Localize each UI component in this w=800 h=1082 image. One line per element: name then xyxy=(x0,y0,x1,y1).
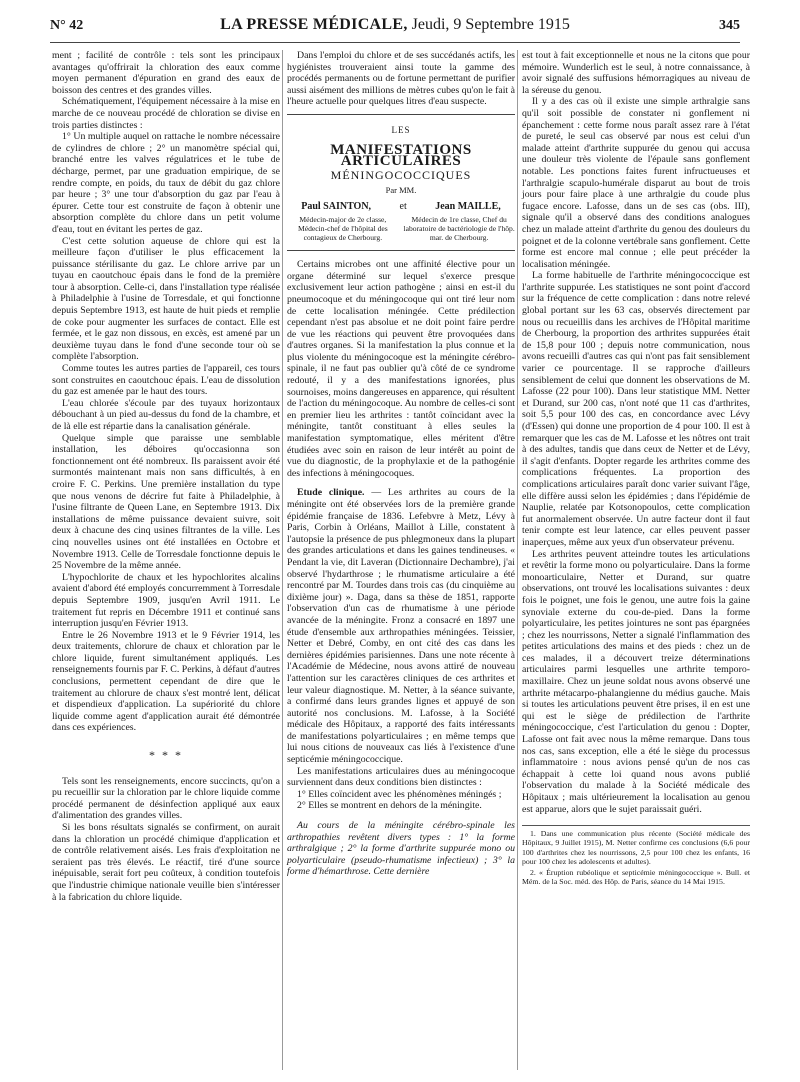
section-separator: * * * xyxy=(149,748,183,763)
issue-number: N° 42 xyxy=(50,18,84,33)
paragraph: Il y a des cas où il existe une simple arthralgie sans qu'il soit possible de constater ni gonflement ni épanchement : cette forme nous paraît assez rare à l'état de pureté, le seul cas observé par nous est celui d'un malade atteint d'arthrite suppurée du genou qui accusa une douleur très violente de l'épaule sans gonflement notable. Les ponctions faites furent infructueuses et l'arthralgie scapulo-humérale disparut au bout de trois jours pour faire place à une arthralgie du coude plus fugace encore. Lafosse, dans un de ses cas (obs. III), signale qu'il a observé dans des conditions analogues chez un malade atteint d'arthrite du genou des douleurs du poignet et de la colonne vertébrale sans gonflement. Cette forme est encore mal connue ; elle peut précéder la localisation méningée. xyxy=(522,96,750,270)
authors xyxy=(287,201,515,213)
author-conjunction: et xyxy=(399,200,407,212)
paragraph: 1° Un multiple auquel on rattache le nombre nécessaire de cylindres de chlore ; 2° un manomètre spécial qui, branché entre les valves régulatrices et le tube de décharge, permet, par une graduation empirique, de se rendre compte, en poids, du taux de débit du gaz chlore par heure ; 3° une tour d'absorption du gaz par l'eau à épurer. Cette tour est construite de façon à obtenir une absorption complète du chlore dans un petit volume d'eau, tout en évitant les pertes de gaz. xyxy=(52,131,280,235)
paragraph: Dans l'emploi du chlore et de ses succédanés actifs, les hygiénistes trouveraient ainsi toute la gamme des procédés permanents ou de fortune permettant de purifier aussi aisément des millions de mètres cubes qu'on le fait à l'heure actuelle pour quelques litres d'eau suspecte. xyxy=(287,50,515,108)
author-name: Jean MAILLE, xyxy=(435,200,501,212)
paragraph: Tels sont les renseignements, encore succincts, qu'on a pu recueillir sur la chloration par le chlore liquide comme procédé permanent de désinfection appliqué aux eaux d'alimentation des grandes villes. xyxy=(52,775,280,822)
column-divider xyxy=(282,50,283,1070)
paragraph: ment ; facilité de contrôle : tels sont les principaux avantages qu'offrirait la chloration des eaux comme moyen permanent d'épuration en grand des eaux de boisson des centres et des grandes villes. xyxy=(52,50,280,96)
paragraph: L'hypochlorite de chaux et les hypochlorites alcalins avaient d'abord été employés concurremment à Torresdale depuis Septembre 1909, jusqu'en Avril 1911. Le traitement fut repris en Décembre 1911 et continué sans interruption jusqu'en Février 1913. xyxy=(52,571,280,630)
page-number: 345 xyxy=(719,18,740,33)
paragraph: Certains microbes ont une affinité élective pour un organe déterminé sur lequel s'exerce presque exclusivement leur action pathogène ; ainsi en est-il du pneumocoque et du méningocoque qui ont tiré leur nom de cette localisation méningée. Cette prédilection cependant n'est pas absolue et ne doit point faire perdre de vue les réactions qui peuvent être provoquées dans d'autres organes. Si la manifestation la plus connue et la plus violente du méningocoque est la méningite cérébro-spinale, il ne faut pas oublier qu'à côté de ce syndrome redouté, il y a des manifestations ignorées, plus sournoises, moins dangereuses en apparence, qui résultent de l'action du méningocoque. Au nombre de celles-ci sont en premier lieu les arthrites : tantôt coïncidant avec la méningite, tantôt constituant à elles seules la manifestation symptomatique, elles méritent d'être étudiées avec soin en raison de leur intérêt au point de vue du diagnostic, de la prophylaxie et de la pathogénie des infections à méningocoques. xyxy=(287,259,515,479)
column-divider xyxy=(517,50,518,1070)
paragraph: Les manifestations articulaires dues au méningocoque surviennent dans deux conditions bien distinctes : xyxy=(287,765,515,789)
author-affiliation: Médecin de 1re classe, Chef du laboratoire de bactériologie de l'hôp. mar. de Cherbourg. xyxy=(403,214,515,242)
byline-prefix: Par MM. xyxy=(385,185,417,196)
article-title: MANIFESTATIONS ARTICULAIRES xyxy=(330,141,472,170)
article-header xyxy=(287,125,515,242)
paragraph: Comme toutes les autres parties de l'appareil, ces tours sont construites en caoutchouc épais. L'eau de dissolution du gaz est amenée par le haut des tours. xyxy=(52,363,280,398)
column-1 xyxy=(52,50,280,903)
column-2 xyxy=(287,50,515,878)
paragraph: 2° Elles se montrent en dehors de la méningite. xyxy=(297,800,482,812)
paragraph: Entre le 26 Novembre 1913 et le 9 Février 1914, les deux traitements, chlorure de chaux et chloration par le chlore liquide, furent simultanément appliqués. Les renseignements fournis par F. C. Perkins, à défaut d'autres conclusions, permettent cependant de dire que le traitement au chlorure de chaux s'est montré lent, délicat et dispendieux d'application. La supériorité du chlore liquide comme agent d'application aurait été démontrée dans ces expériences. xyxy=(52,629,280,734)
article-kicker: LES xyxy=(391,124,411,135)
paragraph: Les arthrites peuvent atteindre toutes les articulations et revêtir la forme mono ou polyarticulaire. Dans la forme monoarticulaire, Netter et Durand, sur quatre observations, ont trouvé les localisations suivantes : deux fois le poignet, une fois le genou, une autre fois la gaine synoviale externe du cou-de-pied. Dans la forme polyarticulaire, les petites jointures ne sont pas épargnées ; chez les nourrissons, Netter a signalé l'inflammation des petites articulations des mains et des pieds : chez un de ces malades, il a découvert treize déterminations articulaires parmi lesquelles une arthrite temporo-maxillaire. Chez un jeune soldat nous avons observé une arthrite métacarpo-phalangienne du médius gauche. Mais si toutes les articulations peuvent être prises, il en est une qui est le siège de prédilection de l'arthrite méningococcique, c'est l'articulation du genou : Dopter, Lafosse ont fait avec nous la même remarque. Dans tous nos cas, sans exception, elle a été le siège du processus inflammatoire : nous avions pensé qu'un de nos cas échappait à cette loi quand nous avons publié l'observation du malade à la Société médicale des Hôpitaux ; mais ultérieurement la localisation au genou est apparue, alors que le sujet paraissait guéri. xyxy=(522,548,750,815)
author-affiliations xyxy=(287,215,515,243)
section-heading: Etude clinique. xyxy=(297,487,365,499)
journal-name: LA PRESSE MÉDICALE, xyxy=(220,16,408,33)
journal-title xyxy=(50,16,740,34)
article-subtitle: MÉNINGOCOCCIQUES xyxy=(330,167,472,182)
paragraph: 1° Elles coïncident avec les phénomènes méningés ; xyxy=(297,788,502,800)
column-3 xyxy=(522,50,750,888)
paragraph: L'eau chlorée s'écoule par des tuyaux horizontaux débouchant à un pied au-dessus du fond de la chambre, et de là elle est répartie dans la canalisation générale. xyxy=(52,397,280,432)
footnotes xyxy=(522,825,750,886)
paragraph: est tout à fait exceptionnelle et nous ne la citons que pour mémoire. Wunderlich est le seul, à notre connaissance, à avoir signalé des suffusions hémorragiques au niveau de la séreuse du genou. xyxy=(522,50,750,96)
footnote: 1. Dans une communication plus récente (Société médicale des Hôpitaux, 9 Juillet 1915), M. Netter confirme ces conclusions (6,6 pour 100 d'arthrites chez les nourrissons, 2,5 pour 100 chez les enfants, 16 pour 100 chez les adolescents et adultes). xyxy=(522,829,750,866)
article-divider xyxy=(287,250,515,251)
author-affiliation: Médecin-major de 2e classe, Médecin-chef de l'hôpital des contagieux de Cherbourg. xyxy=(298,214,388,242)
paragraph: La forme habituelle de l'arthrite méningococcique est l'arthrite suppurée. Les statistiques ne sont point d'accord sur la fréquence de cette complication : dans notre relevé global portant sur les 63 cas, observés directement par nous ou recueillis dans les archives de l'Hôpital maritime de Cherbourg, la proportion des arthrites suppurées était de 15,8 pour 100 ; depuis notre communication, nous avons recueilli d'autres cas qui n'ont pas fait sensiblement varier ce pourcentage. Il se rapproche d'ailleurs sensiblement de celui que donnent les observations de M. Lafosse (22 pour 100). Dans leur statistique MM. Netter et Durand, sur 200 cas, n'ont noté que 11 cas d'arthrites, soit 5,5 pour 100 des cas, en concordance avec Lévy (d'Essen) qui donne une proportion de 4 pour 100. Il est à remarquer que les cas de M. Lafosse et les nôtres ont trait à des adultes, tandis que dans ceux de Netter et de Lévy, il s'agit d'enfants. Dopter regarde les arthrites comme des complications fréquentes. La proportion des complications articulaires paraît donc varier suivant l'âge, elle diffère aussi selon les épidémies ; dans l'épidémie de Nauplie, relatée par Kotsonopoulos, cette complication fut anormalement observée. Un autre facteur dont il faut tenir compte est leur latence, car elles peuvent passer inaperçues, même aux yeux d'un observateur prévenu. xyxy=(522,270,750,548)
paragraph-text: — Les arthrites au cours de la méningite ont été observées lors de la première grande épidémie française de 1836. Lefebvre à Metz, Lévy à Paris, Corbin à Orléans, Maillot à Lille, constatent à l'autopsie la présence de pus phlegmoneux dans la plupart des grandes articulations et dans les gaines tendineuses. « Pendant la vie, dit Laveran (Dictionnaire Dechambre), j'ai observé l'hydarthrose ; le rhumatisme articulaire a été rencontré par M. Tourdes dans trois cas (du cinquième au dixième jour) ». Daga, dans sa thèse de 1851, rapporte l'observation d'un cas de rhumatisme à une période avancée de la méningite. Fronz a consacré en 1897 une étude d'ensemble aux arthropathies méningées. Teissier, Netter et Debré, Comby, en ont cité des cas dans les dernières épidémies parisiennes. Dans une note récente à l'Académie de Médecine, nous avons attiré de nouveau l'attention sur les caractères cliniques de ces arthrites et leur valeur diagnostique. M. Netter, à la séance suivante, a confirmé dans leurs grandes lignes et appuyé de son autorité nos conclusions. M. Lafosse, à la Société médicale des Hôpitaux, a rapporté des faits intéressants de manifestations polyarticulaires ; en même temps que lui nous citions de nouveaux cas liés à l'existence d'une septicémie méningococcique. xyxy=(287,487,515,766)
page-header xyxy=(50,16,740,38)
paragraph: Quelque simple que paraisse une semblable installation, les déboires qu'occasionna son fonctionnement ont été nombreux. Ils paraissent avoir été surmontés maintenant mais non sans difficultés, à en croire F. C. Perkins. Une première installation du type que nous venons de décrire fut faite à Philadelphie, à l'usine filtrante de Queen Lane, en Septembre 1913. Dix installations de même puissance devaient suivre, soit deux à chacune des cinq usines filtrantes de la ville. Les cinq nouvelles usines ont été installées en Octobre et Novembre 1913. Celle de Torresdale fonctionne depuis le 25 Novembre de la même année. xyxy=(52,432,280,572)
paragraph: Schématiquement, l'équipement nécessaire à la mise en marche de ce nouveau procédé de chloration se divise en trois parties distinctes : xyxy=(52,96,280,131)
paragraph: Au cours de la méningite cérébro-spinale les arthropathies revêtent divers types : 1° la forme arthralgique ; 2° la forme d'arthrite suppurée mono ou polyarticulaire (pseudo-rhumatisme infectieux) ; 3° la forme d'hémarthrose. Cette dernière xyxy=(287,820,515,878)
paragraph: C'est cette solution aqueuse de chlore qui est la meilleure façon d'utiliser le plus efficacement la puissance stérilisante du gaz. Le chlore arrive par un tuyau en caoutchouc épais dans le fond de la première tour à absorption. Celle-ci, dans l'installation type réalisée à Philadelphie à l'usine de Torresdale, et qui fonctionne depuis Septembre 1913, est haute de huit pieds et remplie de coke pour augmenter les surfaces de contact. Elle est fermée, et le gaz non dissous, en excès, est amené par un deuxième tuyau dans le fond d'une seconde tour où se complète l'absorption. xyxy=(52,235,280,363)
article-divider xyxy=(287,114,515,115)
author-name: Paul SAINTON, xyxy=(301,200,372,212)
header-rule xyxy=(50,42,740,43)
paragraph xyxy=(287,487,515,765)
footnote: 2. « Éruption rubéolique et septicémie méningococcique ». Bull. et Mém. de la Soc. méd. des Hôp. de Paris, séance du 14 Mai 1915. xyxy=(522,868,750,887)
issue-date: Jeudi, 9 Septembre 1915 xyxy=(411,16,570,33)
paragraph: Si les bons résultats signalés se confirment, on aurait dans la chloration un procédé chimique d'application et de contrôle relativement aisés. Les frais d'exploitation ne seraient pas très élevés. Le réactif, tiré d'une source inépuisable, serait fort peu coûteux, à condition toutefois que l'industrie chimique nationale veuille bien s'intéresser à la fabrication du chlore liquide. xyxy=(52,822,280,903)
